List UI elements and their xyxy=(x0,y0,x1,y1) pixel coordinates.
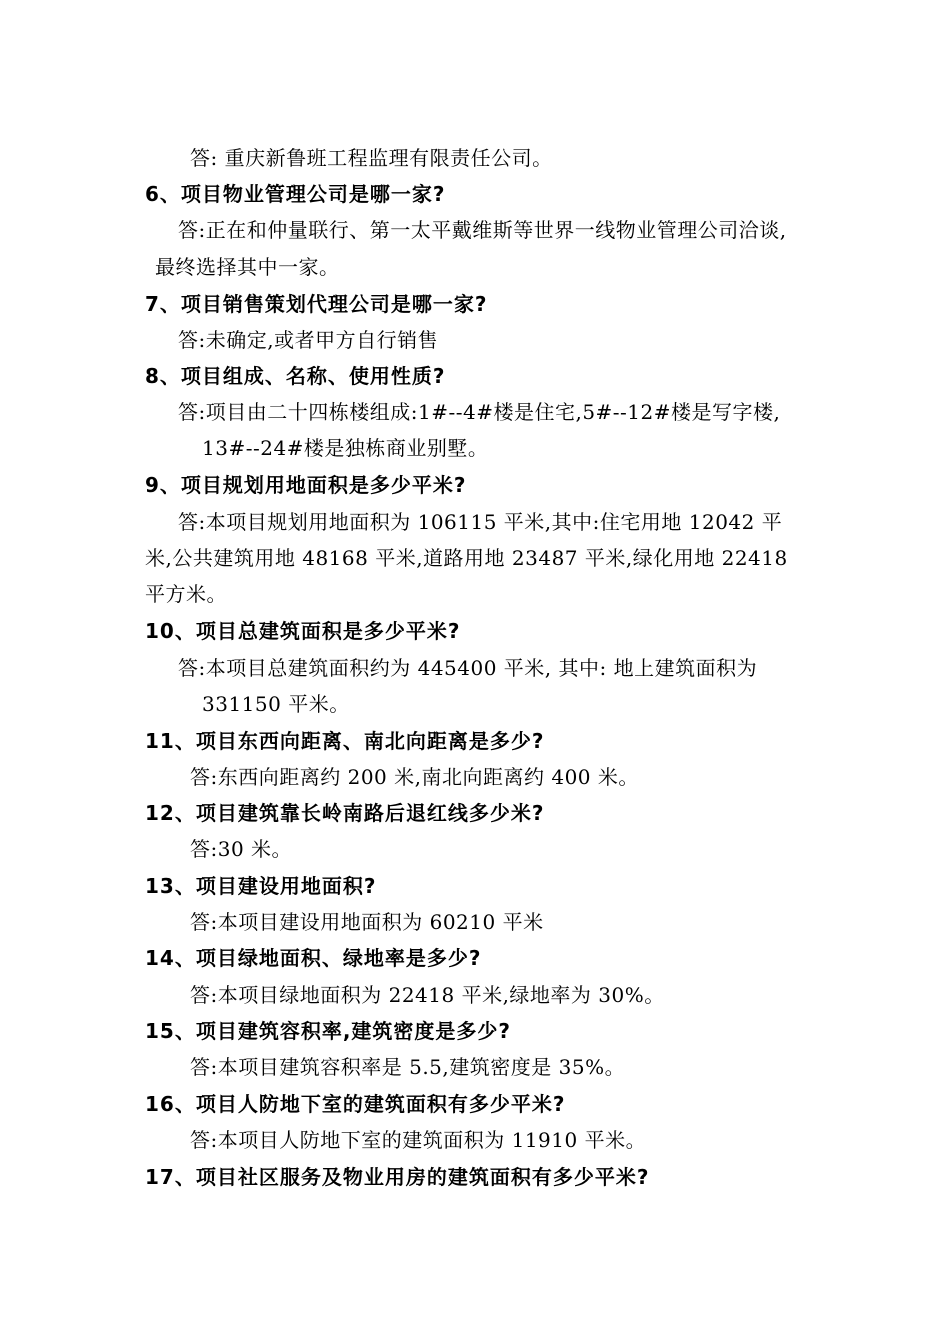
question-6: 6、项目物业管理公司是哪一家? xyxy=(145,182,446,206)
answer-14: 答:本项目绿地面积为 22418 平米,绿地率为 30%。 xyxy=(190,983,665,1007)
answer-11: 答:东西向距离约 200 米,南北向距离约 400 米。 xyxy=(190,765,639,789)
answer-13: 答:本项目建设用地面积为 60210 平米 xyxy=(190,910,544,934)
answer-12: 答:30 米。 xyxy=(190,837,293,861)
answer-8-cont: 13#--24#楼是独栋商业别墅。 xyxy=(202,436,489,460)
answer-8: 答:项目由二十四栋楼组成:1#--4#楼是住宅,5#--12#楼是写字楼, xyxy=(178,400,781,424)
question-11: 11、项目东西向距离、南北向距离是多少? xyxy=(145,729,545,753)
question-10: 10、项目总建筑面积是多少平米? xyxy=(145,619,461,643)
answer-9-cont: 米,公共建筑用地 48168 平米,道路用地 23487 平米,绿化用地 22418 xyxy=(145,546,788,570)
answer-5: 答: 重庆新鲁班工程监理有限责任公司。 xyxy=(190,146,553,170)
question-9: 9、项目规划用地面积是多少平米? xyxy=(145,473,467,497)
answer-10: 答:本项目总建筑面积约为 445400 平米, 其中: 地上建筑面积为 xyxy=(178,656,758,680)
answer-7: 答:未确定,或者甲方自行销售 xyxy=(178,328,439,352)
answer-10-cont: 331150 平米。 xyxy=(202,692,350,716)
question-7: 7、项目销售策划代理公司是哪一家? xyxy=(145,292,488,316)
answer-9: 答:本项目规划用地面积为 106115 平米,其中:住宅用地 12042 平 xyxy=(178,510,783,534)
question-17: 17、项目社区服务及物业用房的建筑面积有多少平米? xyxy=(145,1165,650,1189)
question-8: 8、项目组成、名称、使用性质? xyxy=(145,364,446,388)
answer-6-cont: 最终选择其中一家。 xyxy=(155,255,340,279)
answer-6: 答:正在和仲量联行、第一太平戴维斯等世界一线物业管理公司洽谈, xyxy=(178,218,787,242)
question-12: 12、项目建筑靠长岭南路后退红线多少米? xyxy=(145,801,545,825)
question-14: 14、项目绿地面积、绿地率是多少? xyxy=(145,946,482,970)
answer-9-cont-2: 平方米。 xyxy=(145,582,227,606)
question-15: 15、项目建筑容积率,建筑密度是多少? xyxy=(145,1019,512,1043)
answer-16: 答:本项目人防地下室的建筑面积为 11910 平米。 xyxy=(190,1128,647,1152)
question-13: 13、项目建设用地面积? xyxy=(145,874,377,898)
answer-15: 答:本项目建筑容积率是 5.5,建筑密度是 35%。 xyxy=(190,1055,626,1079)
question-16: 16、项目人防地下室的建筑面积有多少平米? xyxy=(145,1092,566,1116)
